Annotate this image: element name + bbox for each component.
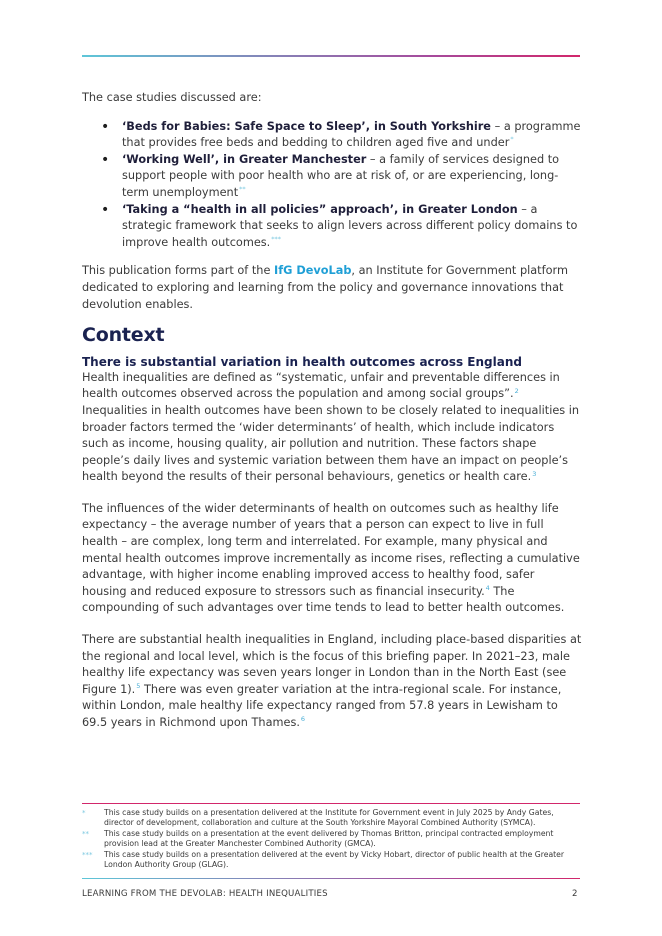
case-description: – a strategic framework that seeks to align levers across different policy domains to improve health outcomes. <box>122 202 578 249</box>
list-item <box>122 202 582 252</box>
publication-note: This publication forms part of the IfG DevoLab, an Institute for Government platform dedicated to exploring and learning from the policy and governance innovations that devolution enables. <box>82 264 568 311</box>
list-item <box>122 152 582 202</box>
footnote-text: This case study builds on a presentation delivered at the event by Vicky Hobart, director of public health at the Greater London Authority Group (GLAG). <box>104 849 565 870</box>
paragraph-regional-disparities: There are substantial health inequalities in England, including place-based disparities at the regional and local level, which is the focus of this briefing paper. In 2021–23, male healthy life expectancy was seven years longer in London than in the North East (see Figure 1).$^5$ There was even greater variation at the intra-regional scale. For instance, within London, male healthy life expectancy ranged from 57.8 years in Lewisham to 69.5 years in Richmond upon Thames.$^6$ <box>82 633 582 729</box>
reference-link[interactable]: 6 <box>300 715 306 724</box>
list-item <box>122 119 582 152</box>
reference-link[interactable]: 2 <box>514 386 519 395</box>
footnote-mark: *** <box>82 850 93 859</box>
case-study-list <box>82 119 582 252</box>
footnote-rule <box>82 803 580 804</box>
header-rule <box>82 55 580 57</box>
case-description: – a programme that provides free beds and bedding to children aged five and under <box>122 119 581 150</box>
running-title: LEARNING FROM THE DEVOLAB: HEALTH INEQUALITIES <box>82 889 328 899</box>
footnote-text: This case study builds on a presentation at the event delivered by Thomas Britton, principal contracted employment provision lead at the Greater Manchester Combined Authority (GMCA). <box>104 828 554 849</box>
case-description: – a family of services designed to support people with poor health who are at risk of, or are experiencing, long-term unemployment <box>122 152 560 199</box>
footnotes <box>82 808 580 870</box>
footnote-marker[interactable]: ** <box>239 185 246 194</box>
case-title: ‘Working Well’, in Greater Manchester <box>122 152 367 166</box>
case-title: ‘Taking a “health in all policies” approach’, in Greater London <box>122 202 518 216</box>
page-body <box>82 90 582 747</box>
footnote-mark: ** <box>82 829 89 838</box>
devolab-link[interactable]: IfG DevoLab <box>274 264 352 278</box>
intro-text: The case studies discussed are: <box>82 91 262 104</box>
footnote-mark: * <box>82 809 86 817</box>
footnote <box>82 850 580 871</box>
footnote-marker[interactable]: * <box>510 135 514 144</box>
reference-link[interactable]: 5 <box>136 682 141 691</box>
footnote <box>82 808 580 829</box>
section-title: Context <box>82 324 165 347</box>
page-number: 2 <box>572 889 578 899</box>
paragraph-definition: Health inequalities are defined as “systematic, unfair and preventable differences in health outcomes observed across the population and among social groups”.$^2$ Inequalities in health outcomes have been shown to be closely related to inequalities in broader factors termed the ‘wider determinants’ of health, which include indicators such as income, housing quality, air pollution and nutrition. These factors shape people’s daily lives and systemic variation between them have an impact on people’s health beyond the results of their personal behaviours, genetics or health care.$^3$ <box>82 370 580 484</box>
footer-rule <box>82 878 580 879</box>
footnote-marker[interactable]: *** <box>271 234 282 243</box>
reference-link[interactable]: 4 <box>485 584 490 593</box>
subheading: There is substantial variation in health outcomes across England <box>82 354 522 369</box>
reference-link[interactable]: 3 <box>532 469 537 478</box>
case-title: ‘Beds for Babies: Safe Space to Sleep’, in South Yorkshire <box>122 119 491 133</box>
paragraph-wider-determinants: The influences of the wider determinants of health on outcomes such as healthy life expectancy – the average number of years that a person can expect to live in full health – are complex, long term and interrelated. For example, many physical and mental health outcomes improve incrementally as income rises, reflecting a cumulative advantage, with higher income enabling improved access to healthy food, safer housing and reduced exposure to stressors such as financial insecurity.$^4$ The compounding of such advantages over time tends to lead to better health outcomes. <box>82 501 580 615</box>
footnote-text: This case study builds on a presentation delivered at the Institute for Government event in July 2025 by Andy Gates, director of development, collaboration and culture at the South Yorkshire Mayoral Combined Authority (SYMCA). <box>104 808 554 828</box>
footnote <box>82 829 580 850</box>
